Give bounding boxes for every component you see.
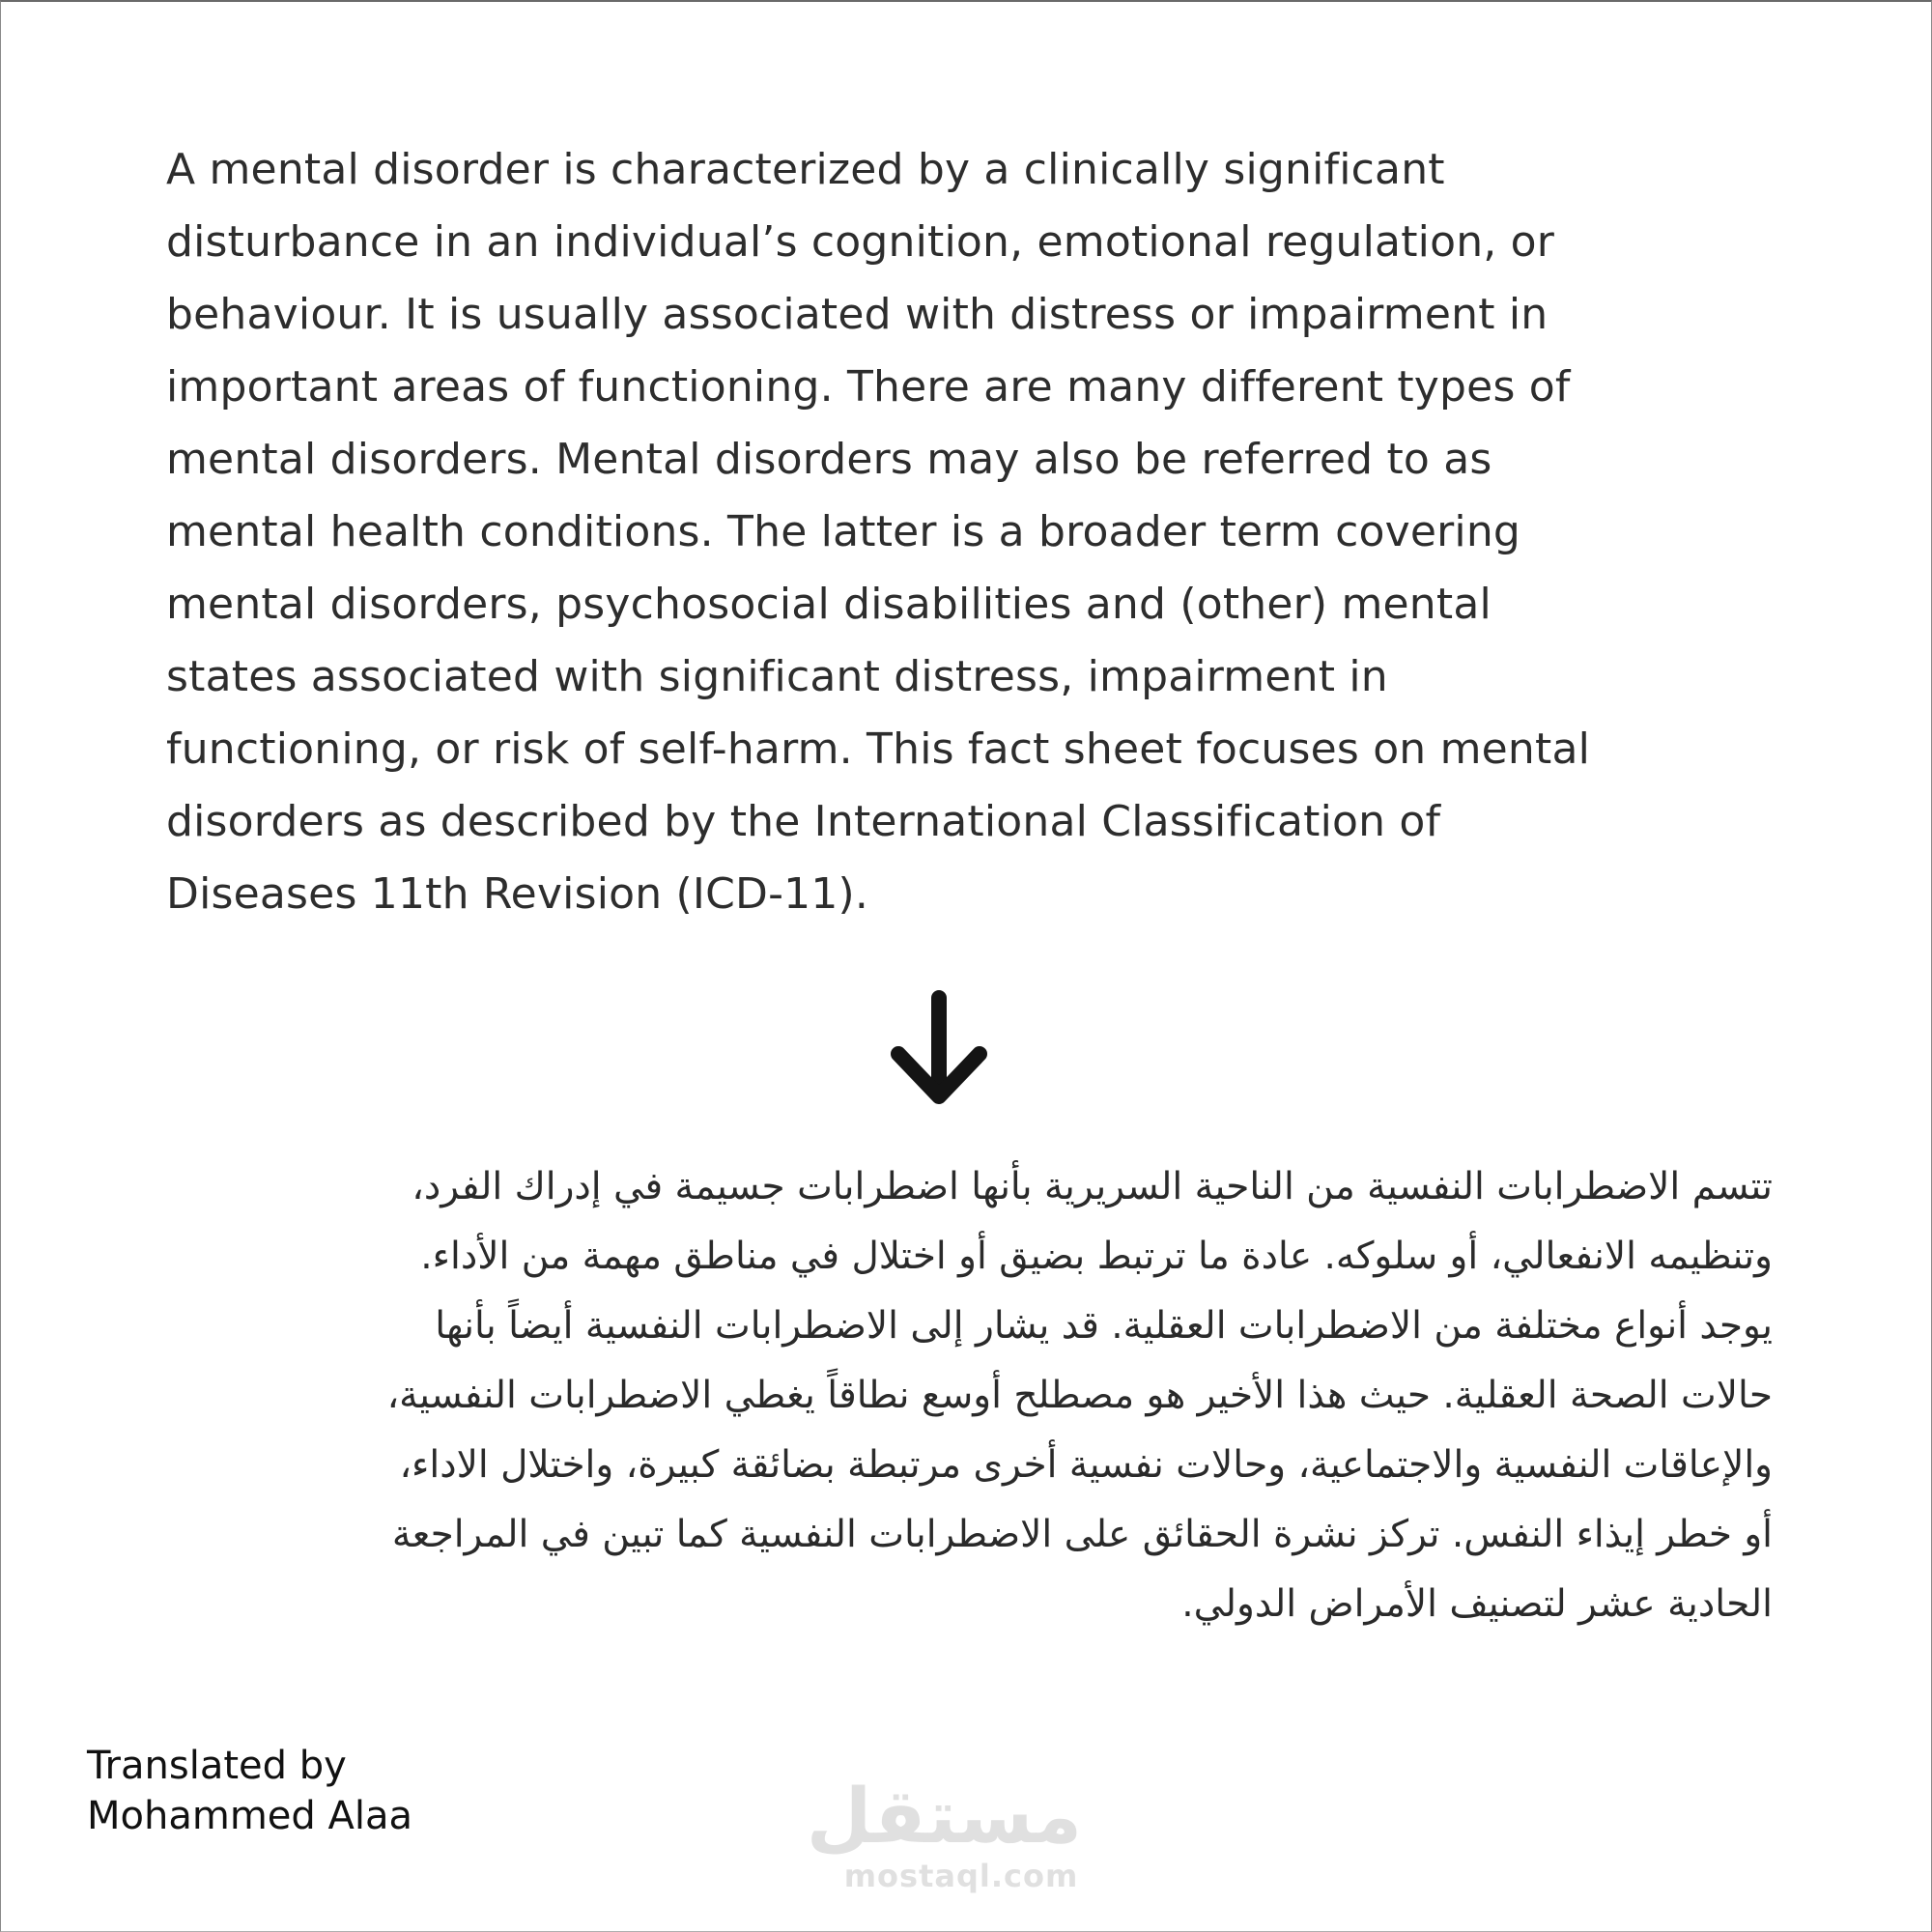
watermark-logo: مستقل <box>806 1774 1082 1861</box>
english-paragraph: A mental disorder is characterized by a clinically significant disturbance in an individual’s cognition, emotional regulation, or behaviour. It is usually associated with distress or impairment in important areas of functioning. There are many different types of mental disorders. Mental disorders may also be referred to as mental health conditions. The latter is a broader term covering mental disorders, psychosocial disabilities and (other) mental states associated with significant distress, impairment in functioning, or risk of self-harm. This fact sheet focuses on mental disorders as described by the International Classification of Diseases 11th Revision (ICD-11). <box>166 145 1591 919</box>
arabic-paragraph: تتسم الاضطرابات النفسية من الناحية السريرية بأنها اضطرابات جسيمة في إدراك الفرد، وتنظيمه الانفعالي، أو سلوكه. عادة ما ترتبط بضيق أو اختلال في مناطق مهمة من الأداء. يوجد أنواع مختلفة من الاضطرابات العقلية. قد يشار إلى الاضطرابات النفسية أيضاً بأنها حالات الصحة العقلية. حيث هذا الأخير هو مصطلح أوسع نطاقاً يغطي الاضطرابات النفسية، والإعاقات النفسية والاجتماعية، وحالات نفسية أخرى مرتبطة بضائقة كبيرة، واختلال الاداء، أو خطر إيذاء النفس. تركز نشرة الحقائق على الاضطرابات النفسية كما تبين في المراجعة الحادية عشر لتصنيف الأمراض الدولي. <box>386 1165 1773 1626</box>
mostaql-watermark <box>806 1774 1082 1894</box>
translator-credit: Translated by Mohammed Alaa <box>87 1744 412 1838</box>
watermark-url: mostaql.com <box>843 1858 1079 1894</box>
arrow-down-icon <box>889 990 989 1111</box>
